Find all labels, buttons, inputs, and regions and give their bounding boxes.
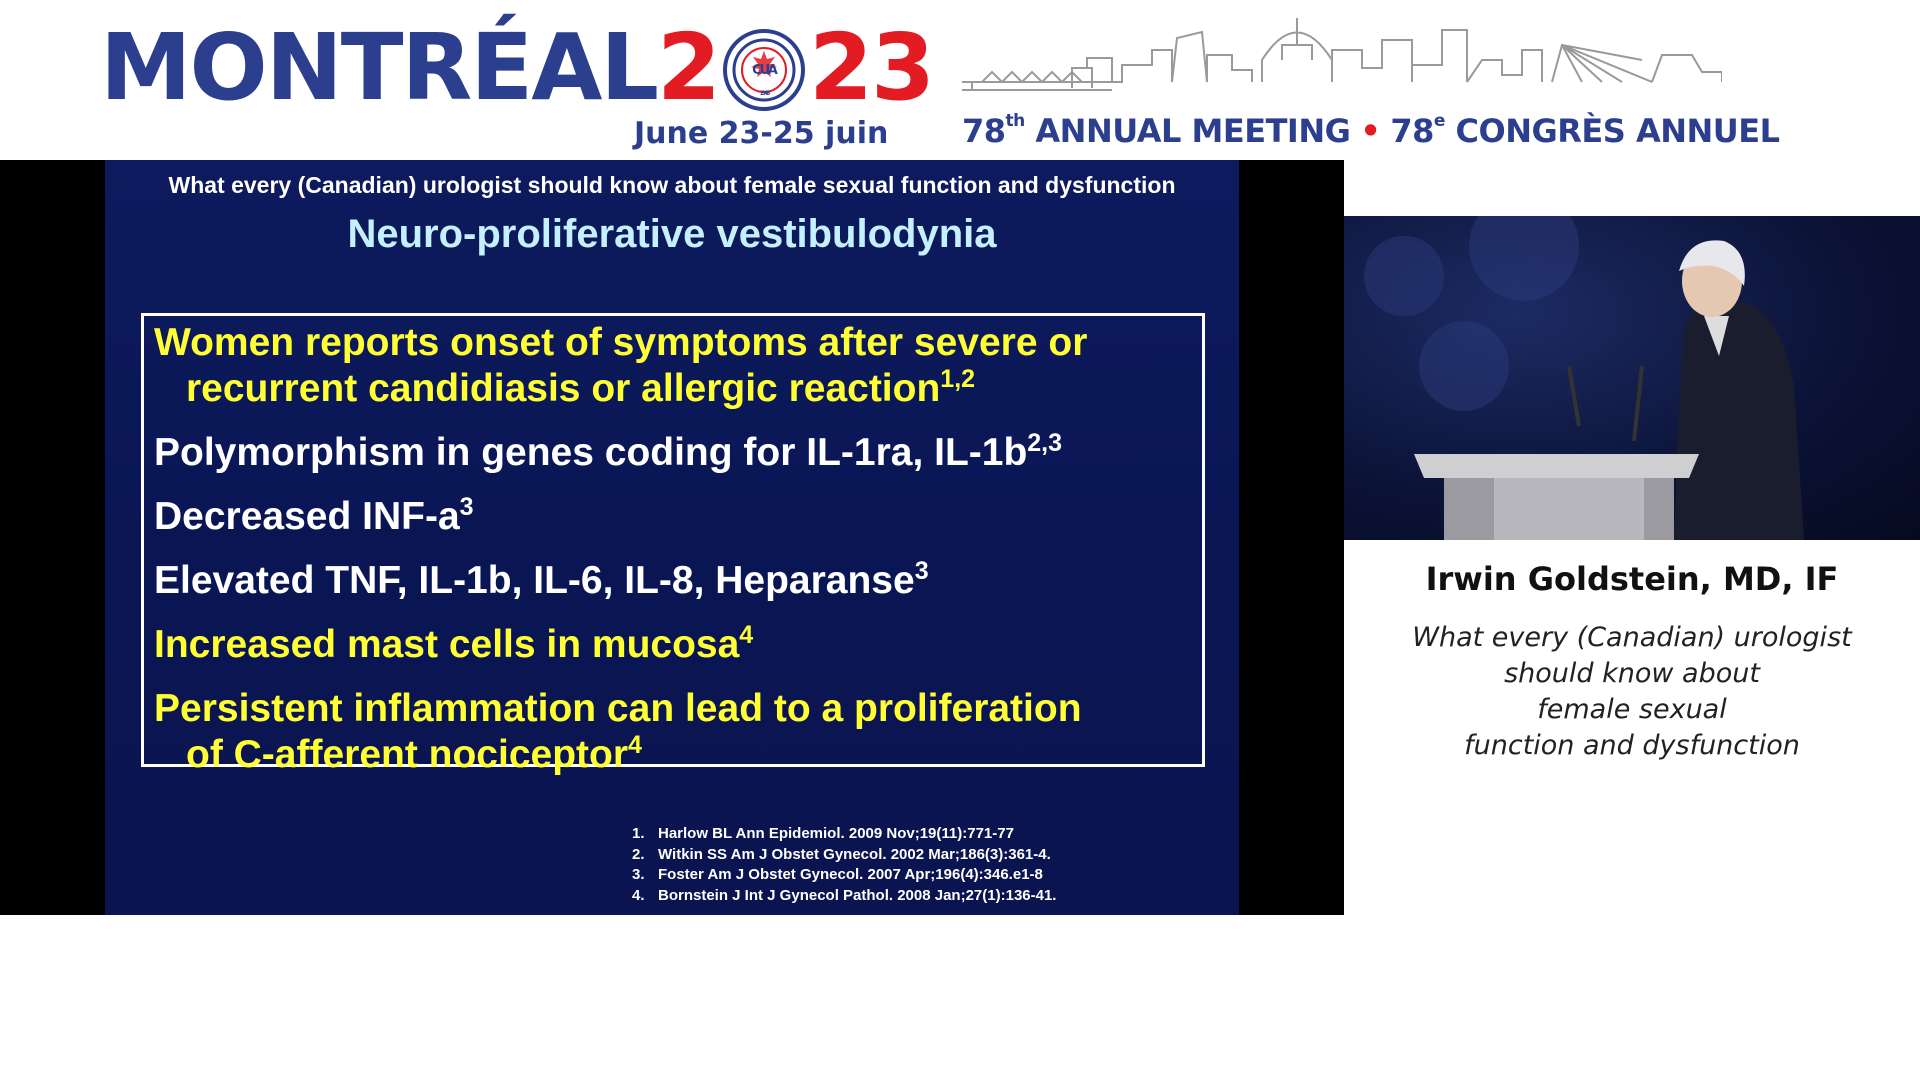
talk-title-line: should know about <box>1504 658 1760 689</box>
bullet-text-cont: recurrent candidiasis or allergic reaction <box>186 367 941 410</box>
bullet-text: Elevated TNF, IL-1b, IL-6, IL-8, Heparanse <box>154 559 915 602</box>
cua-seal-icon <box>723 29 805 111</box>
bullet-citation: 4 <box>628 731 642 759</box>
reference-item <box>632 845 1056 866</box>
talk-title <box>1344 620 1920 764</box>
slide-content-box <box>141 313 1205 776</box>
reference-number: 3. <box>632 866 645 883</box>
bullet-item <box>154 558 1192 608</box>
talk-title-line: female sexual <box>1537 694 1727 725</box>
speaker-name: Irwin Goldstein, MD, IF <box>1425 560 1839 598</box>
bullet-item <box>154 320 1192 416</box>
bullet-text: Decreased INF-a <box>154 495 460 538</box>
bullet-citation: 1,2 <box>940 365 976 393</box>
annual-meeting-banner <box>962 112 1780 150</box>
speaker-at-podium-illustration <box>1344 216 1920 540</box>
reference-text: Witkin SS Am J Obstet Gynecol. 2002 Mar;186(3):361-4. <box>658 845 1051 863</box>
bullet-citation: 3 <box>459 493 474 521</box>
bullet-text: Polymorphism in genes coding for IL-1ra, IL-1b <box>154 431 1028 474</box>
meeting-separator: • <box>1360 112 1381 150</box>
bullet-text: Women reports onset of symptoms after severe or <box>154 321 1088 364</box>
event-city: MONTRÉAL <box>100 14 658 121</box>
bullet-citation: 2,3 <box>1027 429 1063 457</box>
reference-item <box>632 824 1056 845</box>
event-year-right: 23 <box>809 14 934 121</box>
event-year <box>657 14 934 121</box>
bullet-item <box>154 494 1192 544</box>
talk-title-line: function and dysfunction <box>1464 730 1800 761</box>
presentation-slide <box>105 160 1239 915</box>
reference-list <box>632 824 1056 906</box>
event-dates: June 23-25 juin <box>634 116 889 151</box>
meeting-label-fr: CONGRÈS ANNUEL <box>1455 112 1780 150</box>
bullet-text: Persistent inflammation can lead to a proliferation <box>154 687 1082 730</box>
reference-item <box>632 886 1056 907</box>
reference-number: 2. <box>632 845 645 863</box>
bullet-item <box>154 686 1192 782</box>
meeting-suffix-fr: e <box>1433 111 1445 132</box>
bullet-citation: 3 <box>914 557 929 585</box>
meeting-number-fr: 78 <box>1390 112 1434 150</box>
bullet-text-cont: of C-afferent nociceptor <box>186 733 629 776</box>
bullet-text: Increased mast cells in mucosa <box>154 623 740 666</box>
meeting-number-en: 78 <box>962 112 1006 150</box>
slide-header: What every (Canadian) urologist should know about female sexual function and dysfunction <box>168 172 1176 198</box>
speaker-video-feed <box>1344 216 1920 540</box>
seal-year: 1945 <box>759 90 769 97</box>
bullet-citation: 4 <box>739 621 754 649</box>
slide-video-frame <box>0 160 1344 915</box>
talk-title-line: What every (Canadian) urologist <box>1412 622 1852 653</box>
seal-text: CUA <box>752 63 776 78</box>
event-year-left: 2 <box>657 14 720 121</box>
bullet-item <box>154 430 1192 480</box>
reference-text: Harlow BL Ann Epidemiol. 2009 Nov;19(11):771-77 <box>658 825 1014 842</box>
reference-item <box>632 865 1056 886</box>
meeting-label-en: ANNUAL MEETING <box>1035 112 1351 150</box>
montreal-skyline-illustration <box>962 10 1722 110</box>
bullet-item <box>154 622 1192 672</box>
event-logo <box>100 14 934 121</box>
reference-text: Foster Am J Obstet Gynecol. 2007 Apr;196(4):346.e1-8 <box>658 866 1043 883</box>
meeting-suffix-en: th <box>1005 111 1025 132</box>
slide-title: Neuro-proliferative vestibulodynia <box>347 212 997 256</box>
reference-number: 4. <box>632 886 645 904</box>
reference-text: Bornstein J Int J Gynecol Pathol. 2008 Jan;27(1):136-41. <box>658 886 1057 904</box>
reference-number: 1. <box>632 825 645 842</box>
